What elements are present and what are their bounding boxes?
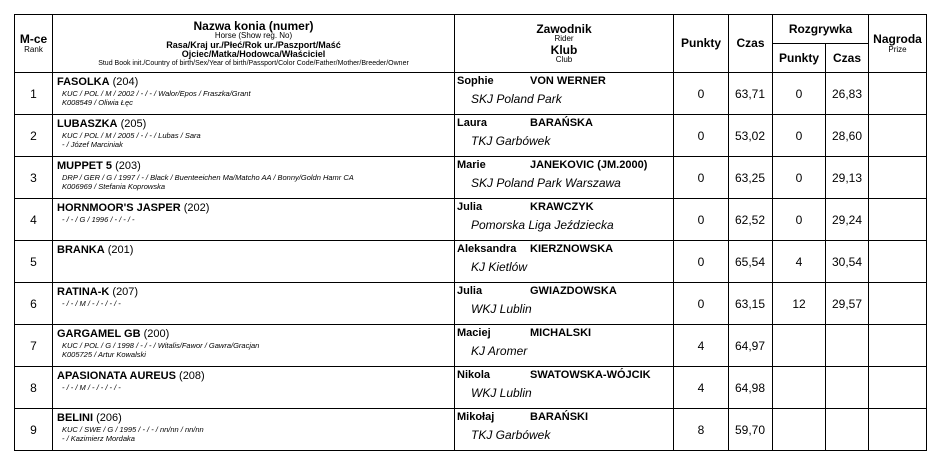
rank-cell: 9 <box>15 409 53 451</box>
rider-club: WKJ Lublin <box>471 302 532 316</box>
prize-cell <box>869 367 927 409</box>
horse-cell <box>53 283 455 325</box>
rider-name <box>457 327 673 339</box>
rider-cell <box>455 325 674 367</box>
rank-cell: 3 <box>15 157 53 199</box>
jumpoff-time-cell: 29,13 <box>826 157 869 199</box>
jumpoff-points-cell: 0 <box>773 73 826 115</box>
horse-breed-line: DRP / GER / G / 1997 / - / Black / Buenteeichen Ma/Matcho AA / Bonny/Goldn Hamr CA <box>62 173 354 182</box>
time-cell: 65,54 <box>729 241 773 283</box>
horse-name-line <box>57 76 454 88</box>
time-cell: 64,97 <box>729 325 773 367</box>
rider-club: Pomorska Liga Jeździecka <box>471 218 614 232</box>
horse-number: (201) <box>107 244 134 256</box>
rider-name <box>457 285 673 297</box>
rank-cell: 8 <box>15 367 53 409</box>
rider-name <box>457 75 673 87</box>
prize-cell <box>869 241 927 283</box>
rider-last-name: BARAŃSKA <box>530 117 593 129</box>
points-cell: 0 <box>674 199 729 241</box>
rider-last-name: BARAŃSKI <box>530 411 589 423</box>
prize-header-en: Prize <box>888 44 907 54</box>
rank-header-label: M-ce <box>19 32 48 46</box>
horse-name: LUBASZKA <box>57 118 118 130</box>
horse-number: (200) <box>143 328 170 340</box>
horse-name-line <box>57 328 454 340</box>
rider-header-title: Zawodnik <box>536 21 592 36</box>
rider-first-name: Laura <box>457 117 487 129</box>
jumpoff-time-cell: 26,83 <box>826 73 869 115</box>
horse-owner-line: K006969 / Stefania Koprowska <box>62 181 165 191</box>
rank-cell: 4 <box>15 199 53 241</box>
horse-name-line <box>57 202 454 214</box>
result-row <box>15 115 927 157</box>
horse-header-line3: Stud Book init./Country of birth/Sex/Year of birth/Passport/Color Code/Father/Mother/Breeder/Owner <box>98 59 409 67</box>
horse-details <box>57 300 454 309</box>
horse-name: HORNMOOR'S JASPER <box>57 202 181 214</box>
time-cell: 63,25 <box>729 157 773 199</box>
jumpoff-points-cell: 0 <box>773 157 826 199</box>
horse-cell <box>53 73 455 115</box>
jumpoff-points-cell: 0 <box>773 115 826 157</box>
rank-header-en: Rank <box>24 44 43 54</box>
jumpoff-time-cell: 29,57 <box>826 283 869 325</box>
rider-name <box>457 243 673 255</box>
horse-details <box>57 384 454 393</box>
rider-last-name: GWIAZDOWSKA <box>530 285 617 297</box>
points-cell: 8 <box>674 409 729 451</box>
horse-name: BRANKA <box>57 244 105 256</box>
horse-name-line <box>57 160 454 172</box>
points-cell: 0 <box>674 73 729 115</box>
rider-first-name: Julia <box>457 285 483 297</box>
rider-club: WKJ Lublin <box>471 386 532 400</box>
rider-cell <box>455 115 674 157</box>
points-cell: 0 <box>674 157 729 199</box>
horse-cell <box>53 241 455 283</box>
jumpoff-time-header: Czas <box>826 44 869 73</box>
jumpoff-time-cell: 30,54 <box>826 241 869 283</box>
horse-name-line <box>57 286 454 298</box>
rider-club: SKJ Poland Park Warszawa <box>471 176 621 190</box>
horse-name: APASIONATA AUREUS <box>57 370 176 382</box>
club-header-en: Club <box>555 55 573 65</box>
horse-header <box>53 15 455 73</box>
rider-name <box>457 117 673 129</box>
prize-cell <box>869 115 927 157</box>
rider-first-name: Sophie <box>457 75 494 87</box>
horse-number: (203) <box>115 160 141 172</box>
horse-breed-line: KUC / POL / G / 1998 / - / - / Witalis/Fawor / Gawra/Gracjan <box>62 341 260 350</box>
rider-last-name: JANEKOVIC (JM.2000) <box>530 159 648 171</box>
rider-cell <box>455 73 674 115</box>
jumpoff-time-cell: 29,24 <box>826 199 869 241</box>
time-cell: 62,52 <box>729 199 773 241</box>
jumpoff-points-cell: 0 <box>773 199 826 241</box>
horse-breed-line: KUC / POL / M / 2002 / - / - / Walor/Epos / Fraszka/Grant <box>62 89 251 98</box>
horse-header-line1: Rasa/Kraj ur./Płeć/Rok ur./Paszport/Maść <box>166 39 341 50</box>
jumpoff-points-cell: 4 <box>773 241 826 283</box>
horse-name-line <box>57 244 454 256</box>
jumpoff-time-cell <box>826 409 869 451</box>
time-cell: 53,02 <box>729 115 773 157</box>
horse-breed-line: - / - / M / - / - / - / - <box>62 383 121 392</box>
jumpoff-points-cell <box>773 409 826 451</box>
rider-name <box>457 201 673 213</box>
horse-details <box>57 216 454 225</box>
rider-first-name: Julia <box>457 201 483 213</box>
rider-last-name: KIERZNOWSKA <box>530 243 614 255</box>
rider-name <box>457 369 673 381</box>
jumpoff-points-cell <box>773 367 826 409</box>
prize-cell <box>869 409 927 451</box>
horse-breed-line: - / - / M / - / - / - / - <box>62 299 121 308</box>
rider-cell <box>455 283 674 325</box>
rider-name <box>457 411 673 423</box>
horse-name: GARGAMEL GB <box>57 328 141 340</box>
results-body <box>15 73 927 451</box>
club-header-title: Klub <box>550 42 578 57</box>
rider-first-name: Maciej <box>457 327 491 339</box>
rider-first-name: Mikołaj <box>457 411 495 423</box>
result-row <box>15 241 927 283</box>
horse-number: (206) <box>96 412 122 424</box>
rider-first-name: Nikola <box>457 369 491 381</box>
prize-cell <box>869 157 927 199</box>
rank-cell: 7 <box>15 325 53 367</box>
jumpoff-points-header: Punkty <box>773 44 826 73</box>
horse-cell <box>53 367 455 409</box>
rider-club: KJ Kietlów <box>471 260 528 274</box>
header-row <box>15 15 927 44</box>
horse-name: MUPPET 5 <box>57 160 113 172</box>
horse-owner-line: - / Kazimierz Mordaka <box>62 433 135 443</box>
horse-cell <box>53 409 455 451</box>
horse-name-line <box>57 118 454 130</box>
rider-first-name: Marie <box>457 159 486 171</box>
rank-cell: 5 <box>15 241 53 283</box>
jumpoff-header: Rozgrywka <box>773 15 869 44</box>
horse-name: FASOLKA <box>57 76 110 88</box>
points-header: Punkty <box>674 15 729 73</box>
rider-header <box>455 15 674 73</box>
horse-number: (207) <box>112 286 139 298</box>
prize-header-label: Nagroda <box>873 32 922 46</box>
horse-cell <box>53 199 455 241</box>
time-cell: 64,98 <box>729 367 773 409</box>
time-header: Czas <box>729 15 773 73</box>
time-cell: 59,70 <box>729 409 773 451</box>
rider-last-name: SWATOWSKA-WÓJCIK <box>530 369 651 381</box>
rider-club: SKJ Poland Park <box>471 92 562 106</box>
horse-breed-line: KUC / SWE / G / 1995 / - / - / nn/nn / nn/nn <box>62 425 204 434</box>
horse-number: (202) <box>183 202 210 214</box>
rank-cell: 2 <box>15 115 53 157</box>
rider-last-name: MICHALSKI <box>530 327 592 339</box>
jumpoff-time-cell: 28,60 <box>826 115 869 157</box>
rider-last-name: KRAWCZYK <box>530 201 594 213</box>
time-cell: 63,15 <box>729 283 773 325</box>
rank-cell: 1 <box>15 73 53 115</box>
horse-owner-line: K005725 / Artur Kowalski <box>62 349 146 359</box>
horse-details <box>57 132 454 149</box>
rider-cell <box>455 199 674 241</box>
rider-header-en: Rider <box>554 34 574 44</box>
horse-name-line <box>57 370 454 382</box>
horse-name-line <box>57 412 454 424</box>
points-cell: 4 <box>674 325 729 367</box>
horse-details <box>57 342 454 359</box>
prize-cell <box>869 283 927 325</box>
rider-last-name: VON WERNER <box>530 75 606 87</box>
result-row <box>15 199 927 241</box>
results-sheet <box>14 14 927 451</box>
results-table <box>14 14 927 451</box>
horse-cell <box>53 115 455 157</box>
result-row <box>15 367 927 409</box>
horse-details <box>57 426 454 443</box>
points-cell: 0 <box>674 283 729 325</box>
horse-number: (208) <box>179 370 205 382</box>
rank-cell: 6 <box>15 283 53 325</box>
prize-cell <box>869 199 927 241</box>
prize-cell <box>869 325 927 367</box>
horse-cell <box>53 157 455 199</box>
horse-header-title: Nazwa konia (numer) <box>193 18 314 33</box>
rider-name <box>457 159 673 171</box>
time-cell: 63,71 <box>729 73 773 115</box>
rank-header <box>15 15 53 73</box>
jumpoff-points-cell <box>773 325 826 367</box>
horse-name: RATINA-K <box>57 286 110 298</box>
rider-cell <box>455 367 674 409</box>
rider-cell <box>455 409 674 451</box>
horse-header-en: Horse (Show reg. No) <box>214 31 293 41</box>
horse-details <box>57 90 454 107</box>
jumpoff-time-cell <box>826 367 869 409</box>
points-cell: 4 <box>674 367 729 409</box>
points-cell: 0 <box>674 115 729 157</box>
horse-details <box>57 174 454 191</box>
rider-club: TKJ Garbówek <box>471 134 551 148</box>
result-row <box>15 325 927 367</box>
points-cell: 0 <box>674 241 729 283</box>
result-row <box>15 283 927 325</box>
prize-cell <box>869 73 927 115</box>
jumpoff-points-cell: 12 <box>773 283 826 325</box>
rider-cell <box>455 157 674 199</box>
horse-name: BELINI <box>57 412 94 424</box>
result-row <box>15 409 927 451</box>
result-row <box>15 157 927 199</box>
jumpoff-time-cell <box>826 325 869 367</box>
horse-number: (204) <box>112 76 139 88</box>
horse-breed-line: KUC / POL / M / 2005 / - / - / Lubas / Sara <box>62 131 201 140</box>
horse-cell <box>53 325 455 367</box>
horse-owner-line: - / Józef Marciniak <box>62 139 123 149</box>
horse-number: (205) <box>120 118 147 130</box>
horse-header-line2: Ojciec/Matka/Hodowca/Właściciel <box>181 49 326 60</box>
result-row <box>15 73 927 115</box>
horse-owner-line: K008549 / Oliwia Łęc <box>62 97 133 107</box>
prize-header <box>869 15 927 73</box>
horse-breed-line: - / - / G / 1996 / - / - / - <box>62 215 135 224</box>
rider-club: TKJ Garbówek <box>471 428 551 442</box>
rider-first-name: Aleksandra <box>457 243 517 255</box>
rider-cell <box>455 241 674 283</box>
rider-club: KJ Aromer <box>471 344 528 358</box>
